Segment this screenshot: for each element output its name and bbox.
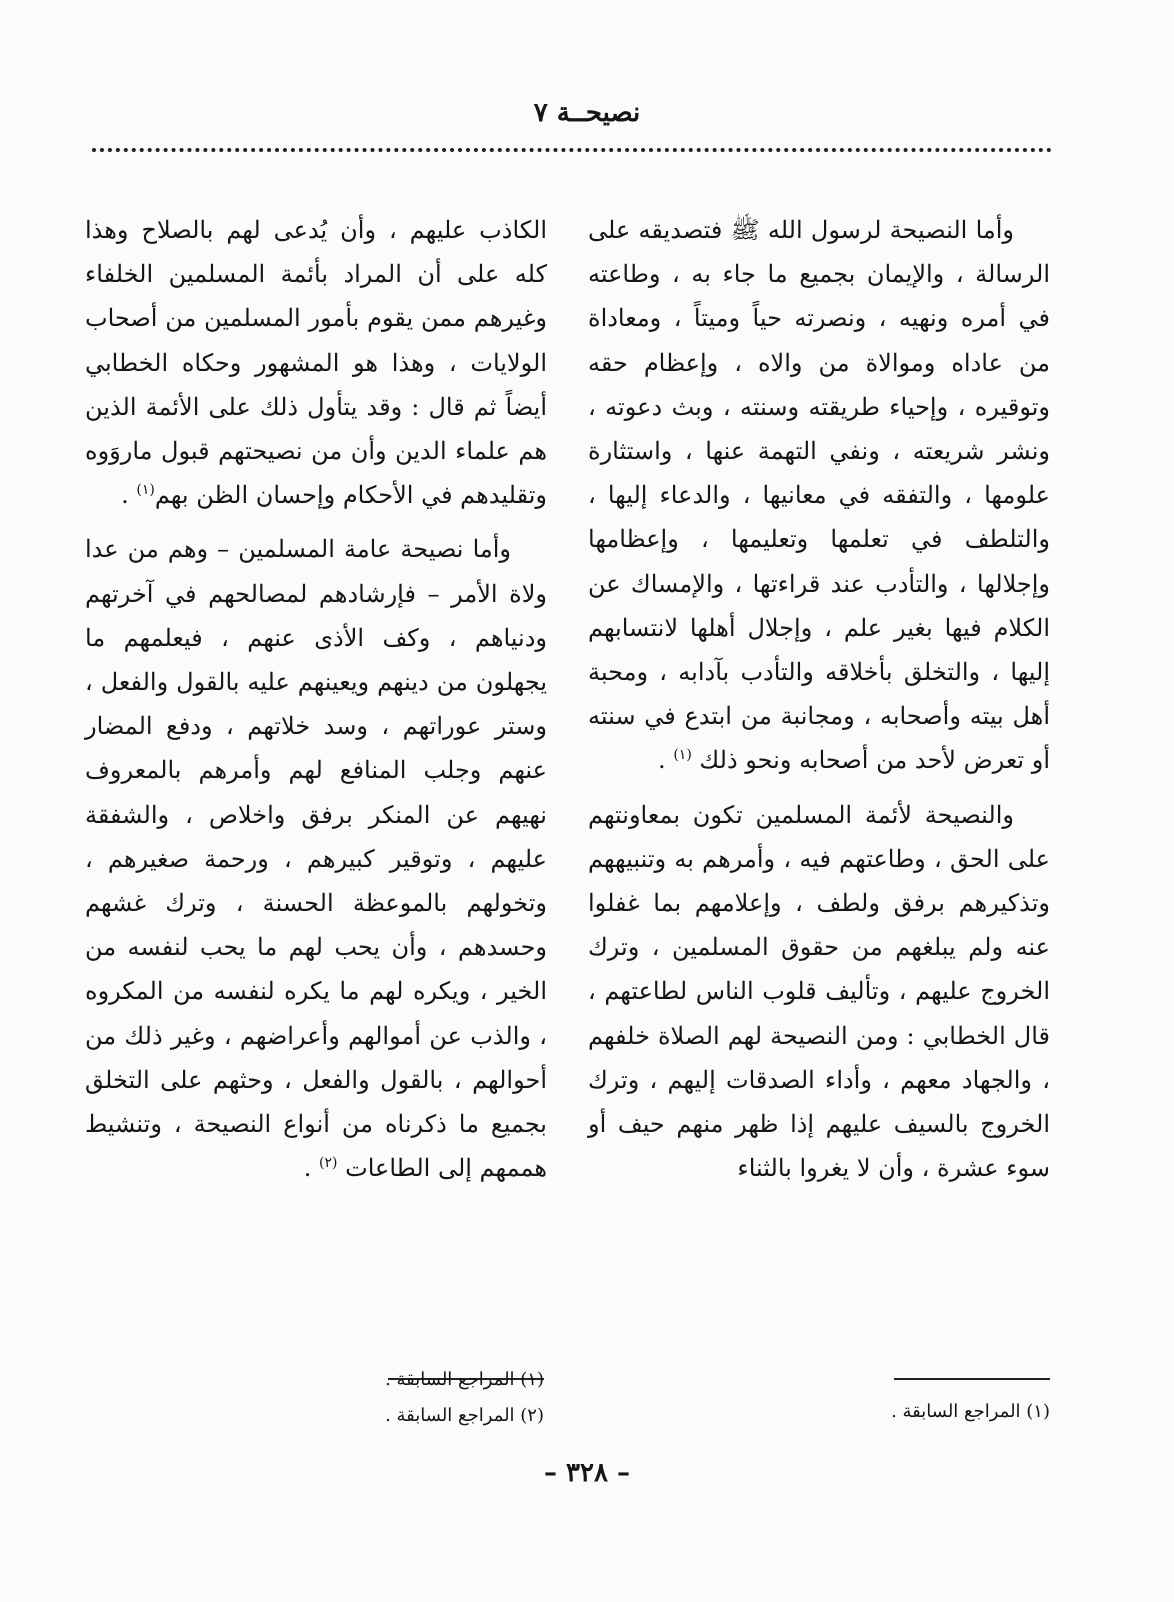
footnotes-left	[385, 1362, 544, 1434]
period: .	[303, 1154, 312, 1183]
page-header-title: نصيحــة ٧	[533, 98, 641, 128]
footnote-rule-right	[894, 1378, 1050, 1380]
footnotes-right	[891, 1394, 1050, 1430]
paragraph-text: وأما نصيحة عامة المسلمين – وهم من عدا ولاة الأمر – فإرشادهم لمصالحهم في آخرتهم ودنياهم ، وكف الأذى عنهم ، فيعلمهم ما يجهلون من دينهم ويعينهم عليه بالقول والفعل ، وستر عوراتهم ، وسد خلاتهم ، ودفع المضار عنهم وجلب المنافع لهم وأمرهم بالمعروف نهيهم عن المنكر برفق واخلاص ، والشفقة عليهم ، وتوقير كبيرهم ، ورحمة صغيرهم ، وتخولهم بالموعظة الحسنة ، وترك غشهم وحسدهم ، وأن يحب لهم ما يحب لنفسه من الخير ، ويكره لهم ما يكره لنفسه من المكروه ، والذب عن أموالهم وأعراضهم ، وغير ذلك من أحوالهم ، بالقول والفعل ، وحثهم على التخلق بجميع ما ذكرناه من أنواع النصيحة ، وتنشيط هممهم إلى الطاعات	[85, 535, 547, 1183]
paragraph	[85, 208, 547, 517]
footnote: (١) المراجع السابقة .	[891, 1401, 1050, 1422]
period: .	[658, 746, 666, 775]
paragraph	[588, 208, 1050, 783]
paragraph	[85, 527, 547, 1190]
footnote: (١) المراجع السابقة .	[385, 1369, 544, 1390]
period: .	[121, 481, 129, 510]
header-dotted-divider	[92, 148, 1052, 152]
footnote-marker: (١)	[136, 482, 155, 499]
footnote-marker: (١)	[673, 747, 692, 764]
page-number: – ٣٢٨ –	[543, 1458, 631, 1488]
left-column	[85, 208, 547, 1190]
footnote: (٢) المراجع السابقة .	[385, 1405, 544, 1426]
footnote-marker: (٢)	[319, 1155, 338, 1172]
paragraph-text: الكاذب عليهم ، وأن يُدعى لهم بالصلاح وهذا كله على أن المراد بأئمة المسلمين الخلفاء وغيرهم ممن يقوم بأمور المسلمين من أصحاب الولايات ، وهذا هو المشهور وحكاه الخطابي أيضاً ثم قال : وقد يتأول ذلك على الأئمة الذين هم علماء الدين وأن من نصيحتهم قبول ماروَوه وتقليدهم في الأحكام وإحسان الظن بهم	[85, 216, 547, 510]
paragraph	[588, 793, 1050, 1191]
paragraph-text: وأما النصيحة لرسول الله ﷺ فتصديقه على الرسالة ، والإيمان بجميع ما جاء به ، وطاعته في أمره ونهيه ، ونصرته حياً وميتاً ، ومعاداة من عاداه وموالاة من والاه ، وإعظام حقه وتوقيره ، وإحياء طريقته وسنته ، وبث دعوته ، ونشر شريعته ، ونفي التهمة عنها ، واستثارة علومها ، والتفقه في معانيها ، والدعاء إليها ، والتلطف في تعلمها وتعليمها ، وإعظامها وإجلالها ، والتأدب عند قراءتها ، والإمساك عن الكلام فيها بغير علم ، وإجلال أهلها لانتسابهم إليها ، والتخلق بأخلاقه والتأدب بآدابه ، ومحبة أهل بيته وأصحابه ، ومجانبة من ابتدع في سنته أو تعرض لأحد من أصحابه ونحو ذلك	[588, 216, 1050, 775]
paragraph-text: والنصيحة لأئمة المسلمين تكون بمعاونتهم على الحق ، وطاعتهم فيه ، وأمرهم به وتنبيههم وتذكيرهم برفق ولطف ، وإعلامهم بما غفلوا عنه ولم يبلغهم من حقوق المسلمين ، وترك الخروج عليهم ، وتأليف قلوب الناس لطاعتهم ، قال الخطابي : ومن النصيحة لهم الصلاة خلفهم ، والجهاد معهم ، وأداء الصدقات إليهم ، وترك الخروج بالسيف عليهم إذا ظهر منهم حيف أو سوء عشرة ، وأن لا يغروا بالثناء	[588, 800, 1050, 1183]
right-column	[588, 208, 1050, 1190]
